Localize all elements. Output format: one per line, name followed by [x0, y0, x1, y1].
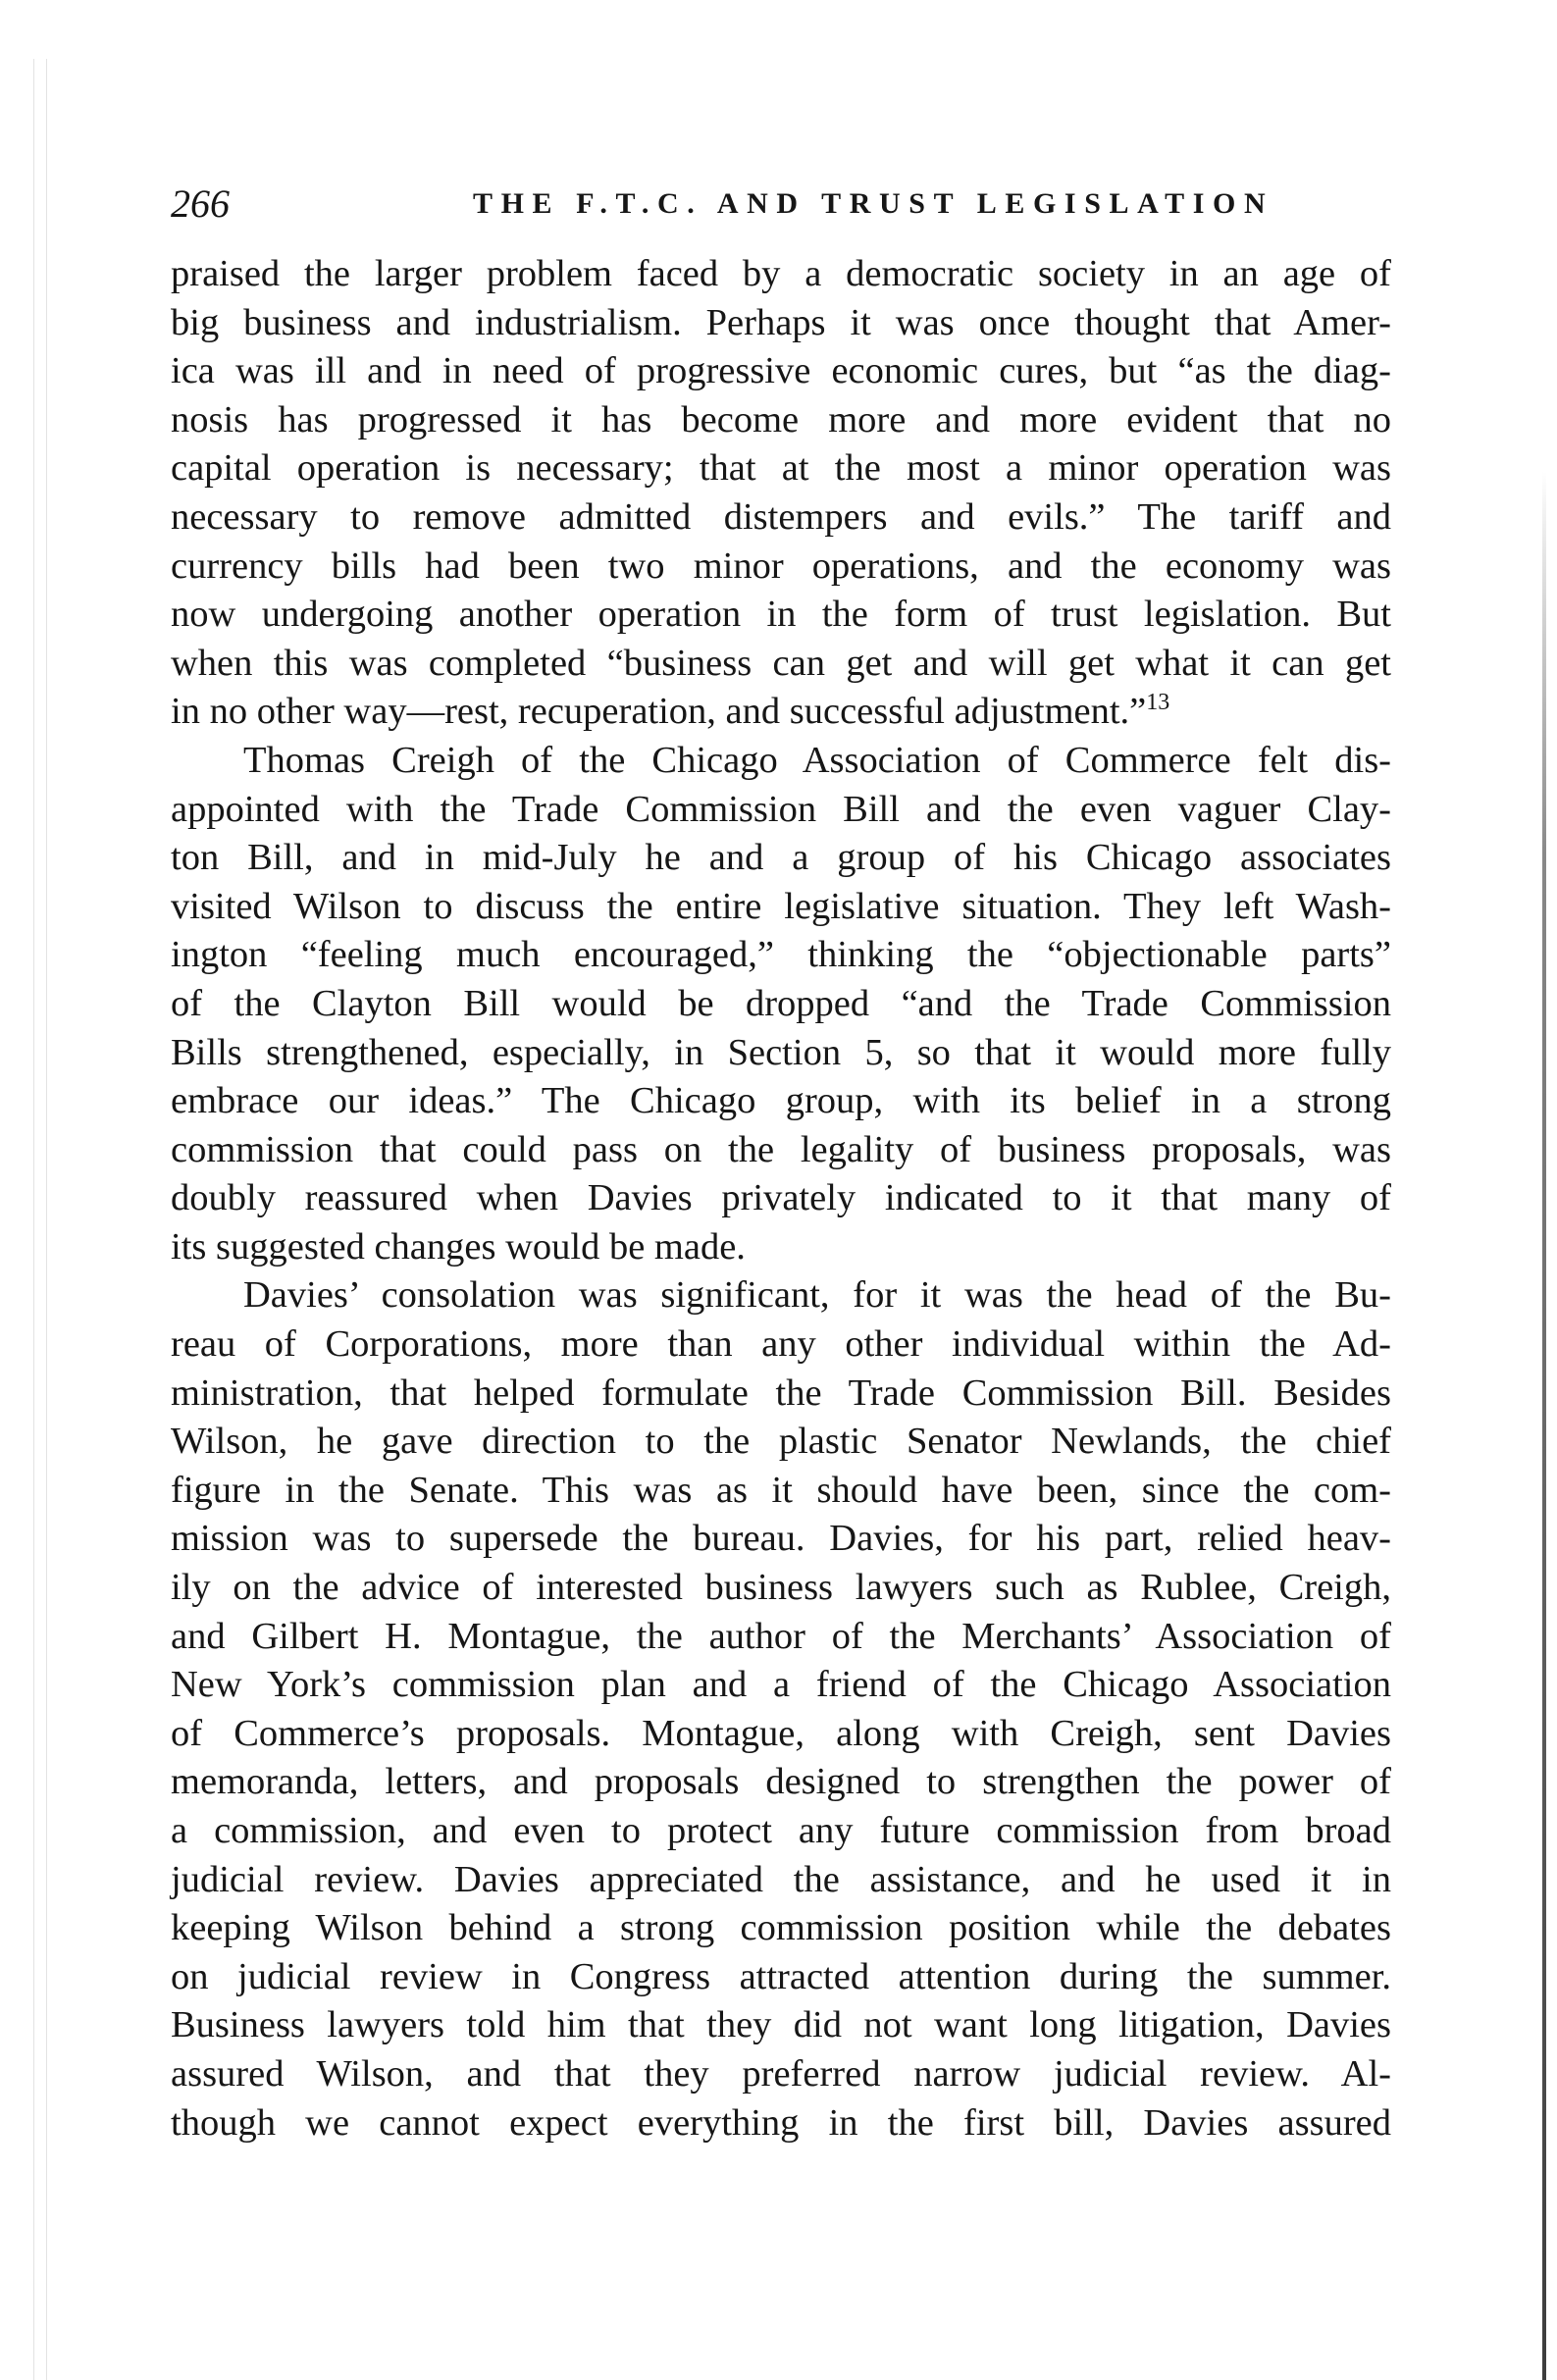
text-line: ministration, that helped formulate the Trade Commission Bill. Besides: [171, 1371, 1391, 1414]
text-line: ton Bill, and in mid-July he and a group of his Chicago associates: [171, 837, 1391, 879]
text-line: on judicial review in Congress attracted attention during the summer.: [171, 1955, 1391, 1997]
text-line: keeping Wilson behind a strong commission position while the debates: [171, 1907, 1391, 1949]
text-line: doubly reassured when Davies privately indicated to it that many of: [171, 1177, 1391, 1219]
text-line: reau of Corporations, more than any other individual within the Ad-: [171, 1323, 1391, 1366]
text-line: capital operation is necessary; that at the most a minor operation was: [171, 447, 1391, 490]
text-line: commission that could pass on the legality of business proposals, was: [171, 1128, 1391, 1170]
scan-edge-left: [27, 59, 57, 2380]
footnote-ref: 13: [1146, 690, 1170, 716]
text-line: in no other way—rest, recuperation, and successful adjustment.”$^{13}$: [171, 690, 1170, 733]
text-line: assured Wilson, and that they preferred narrow judicial review. Al-: [171, 2052, 1391, 2095]
text-line: big business and industrialism. Perhaps it was once thought that Amer-: [171, 301, 1391, 343]
text-line: necessary to remove admitted distempers and evils.” The tariff and: [171, 495, 1391, 538]
text-line: of the Clayton Bill would be dropped “and the Trade Commission: [171, 982, 1391, 1024]
text-line: figure in the Senate. This was as it should have been, since the com-: [171, 1469, 1391, 1511]
text-line: Wilson, he gave direction to the plastic Senator Newlands, the chief: [171, 1421, 1391, 1463]
text-line: ica was ill and in need of progressive economic cures, but “as the diag-: [171, 350, 1391, 392]
text-line: ily on the advice of interested business lawyers such as Rublee, Creigh,: [171, 1567, 1391, 1609]
text-line: currency bills had been two minor operations, and the economy was: [171, 544, 1391, 587]
text-line: though we cannot expect everything in the first bill, Davies assured: [171, 2101, 1391, 2144]
running-head: THE F.T.C. AND TRUST LEGISLATION: [473, 187, 1274, 220]
text-line: Thomas Creigh of the Chicago Association of Commerce felt dis-: [243, 739, 1391, 781]
text-line: judicial review. Davies appreciated the assistance, and he used it in: [171, 1858, 1391, 1900]
text-line: embrace our ideas.” The Chicago group, with its belief in a strong: [171, 1080, 1391, 1122]
text-line: New York’s commission plan and a friend of the Chicago Association: [171, 1664, 1391, 1706]
body-text: [171, 250, 1391, 2147]
page-number: 266: [171, 181, 230, 226]
text-line: of Commerce’s proposals. Montague, along with Creigh, sent Davies: [171, 1712, 1391, 1754]
text-line: when this was completed “business can get and will get what it can get: [171, 642, 1391, 684]
text-line: mission was to supersede the bureau. Davies, for his part, relied heav-: [171, 1518, 1391, 1560]
text-line: memoranda, letters, and proposals designed to strengthen the power of: [171, 1761, 1391, 1803]
scan-edge-right: [1542, 471, 1546, 2380]
text-line: now undergoing another operation in the form of trust legislation. But: [171, 594, 1391, 636]
text-line: ington “feeling much encouraged,” thinking the “objectionable parts”: [171, 934, 1391, 976]
text-line: its suggested changes would be made.: [171, 1225, 746, 1268]
text-line: Bills strengthened, especially, in Section 5, so that it would more fully: [171, 1031, 1391, 1073]
text-line: and Gilbert H. Montague, the author of the Merchants’ Association of: [171, 1615, 1391, 1657]
text-line: visited Wilson to discuss the entire legislative situation. They left Wash-: [171, 885, 1391, 927]
text-line: nosis has progressed it has become more and more evident that no: [171, 398, 1391, 440]
text-line: Business lawyers told him that they did not want long litigation, Davies: [171, 2004, 1391, 2046]
text-line: Davies’ consolation was significant, for it was the head of the Bu-: [243, 1274, 1391, 1317]
text-line: praised the larger problem faced by a democratic society in an age of: [171, 253, 1391, 294]
text-line: a commission, and even to protect any future commission from broad: [171, 1810, 1391, 1851]
text-line: appointed with the Trade Commission Bill and the even vaguer Clay-: [171, 788, 1391, 830]
page-header: [171, 175, 1442, 233]
